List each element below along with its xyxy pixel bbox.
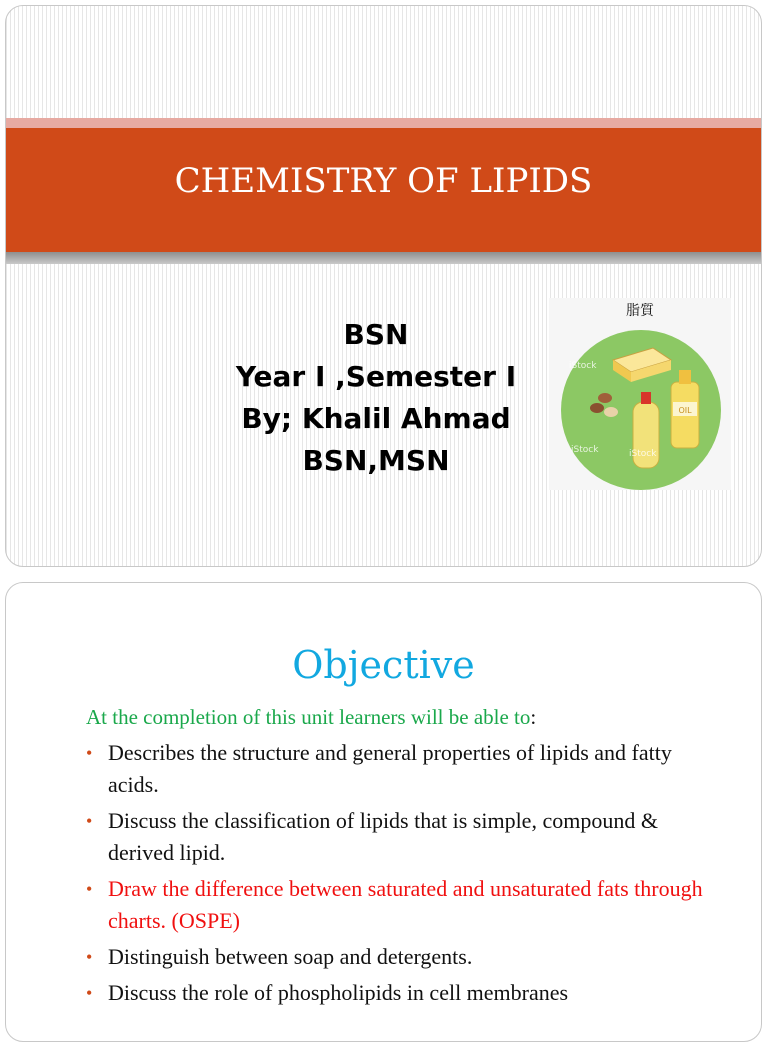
watermark-text: iStock [629, 449, 657, 459]
subtitle-line: By; Khalil Ahmad [241, 402, 511, 435]
subtitle-line: BSN [343, 318, 409, 351]
objective-intro [86, 705, 536, 730]
title-slide [5, 5, 762, 567]
objective-text: Draw the difference between saturated and unsaturated fats through charts. (OSPE) [108, 876, 703, 933]
objective-list [84, 737, 724, 1013]
slide-title: CHEMISTRY OF LIPIDS [174, 161, 593, 201]
title-band-shadow [6, 252, 761, 264]
title-band-top-stripe [6, 118, 761, 128]
bullet-icon: • [86, 983, 93, 1003]
slide-subtitle [156, 314, 596, 482]
objective-item [84, 805, 724, 869]
intro-text: At the completion of this unit learners will be able to [86, 705, 531, 729]
objective-text: Describes the structure and general properties of lipids and fatty acids. [108, 740, 672, 797]
objective-item [84, 941, 724, 973]
lipids-illustration [549, 298, 731, 490]
objective-text: Discuss the classification of lipids that is simple, compound & derived lipid. [108, 808, 658, 865]
intro-colon: : [530, 705, 537, 729]
oil-label: OIL [678, 406, 692, 415]
watermark-text: iStock [569, 361, 597, 371]
objective-title: Objective [292, 643, 475, 687]
objective-slide [5, 582, 762, 1042]
subtitle-line: BSN,MSN [302, 444, 450, 477]
lipids-food-icon [549, 298, 731, 490]
watermark-text: iStock [571, 445, 599, 455]
illustration-caption: 脂質 [626, 303, 654, 319]
objective-item [84, 737, 724, 801]
objective-item [84, 873, 724, 937]
bullet-icon: • [86, 743, 93, 763]
bullet-icon: • [86, 811, 93, 831]
objective-item [84, 977, 724, 1009]
objective-text: Distinguish between soap and detergents. [108, 944, 473, 969]
subtitle-line: Year I ,Semester I [235, 360, 517, 393]
bullet-icon: • [86, 947, 93, 967]
bullet-icon: • [86, 879, 93, 899]
objective-text: Discuss the role of phospholipids in cell membranes [108, 980, 569, 1005]
